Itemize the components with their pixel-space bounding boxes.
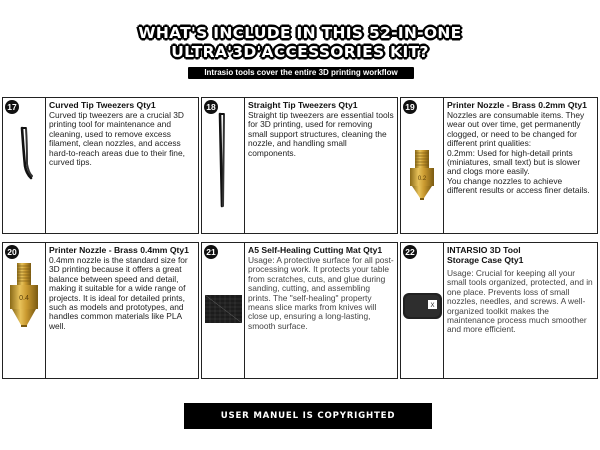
product-description: Straight tip tweezers are essential tools for 3D printing, used for removing small support structures, cleaning the nozzle, and handling small components. <box>248 110 394 158</box>
straight-tweezers-icon <box>202 98 244 233</box>
product-text <box>244 243 397 378</box>
product-title: INTARSIO 3D Tool <box>447 245 521 255</box>
nozzle-size-label: 0.2 <box>417 176 427 182</box>
product-subtitle: Storage Case Qty1 <box>447 255 524 265</box>
brass-nozzle-icon <box>3 243 45 378</box>
product-card-cutting-mat <box>201 242 398 379</box>
product-card-nozzle-0-2 <box>400 97 598 234</box>
tagline-banner: Intrasio tools cover the entire 3D printing workflow <box>188 67 414 79</box>
item-number-badge: 20 <box>5 245 19 259</box>
product-description: Nozzles are consumable items. They wear out over time, get permanently clogged, or need to be changed for different print qualities: 0.2mm: Used for high-detail prints (miniatures, small text) but is slower and clogs more easily. You change nozzles to achieve different results or access finer details. <box>447 110 590 196</box>
product-description: Usage: Crucial for keeping all your small tools organized, protected, and in one place. Prevents loss of small nozzles, needles, and screws. A well-organized toolkit makes the maintenance process much smoother and more efficient. <box>447 268 593 335</box>
product-text <box>443 243 597 378</box>
product-text <box>45 98 198 233</box>
product-image-box <box>401 98 444 233</box>
product-image-box <box>3 98 46 233</box>
product-description: Usage: A protective surface for all post-processing work. It protects your table from scratches, cuts, and glue during sanding, cutting, and assembling prints. The "self-healing" property means slice marks from knives will close up, ensuring a long-lasting, smooth surface. <box>248 255 394 331</box>
item-number-badge: 21 <box>204 245 218 259</box>
headline-line-1: WHAT'S INCLUDE IN THIS 52-IN-ONE <box>138 24 462 42</box>
brass-nozzle-icon <box>401 98 443 233</box>
headline-line-2: ULTRA'3D'ACCESSORIES KIT? <box>171 43 429 61</box>
item-number-badge: 17 <box>5 100 19 114</box>
product-card-straight-tweezers <box>201 97 398 234</box>
product-text <box>244 98 397 233</box>
product-description: Curved tip tweezers are a crucial 3D printing tool for maintenance and cleaning, used to remove excess filament, clean nozzles, and access hard-to-reach areas due to their fine, curved tips. <box>49 110 185 168</box>
product-description: 0.4mm nozzle is the standard size for 3D printing because it offers a great balance between speed and detail, making it suitable for a wide range of projects. It is ideal for detailed prints, such as models and prototypes, and handles common materials like PLA well. <box>49 255 188 331</box>
cutting-mat-icon <box>202 243 244 378</box>
product-card-curved-tweezers <box>2 97 199 234</box>
svg-text:X: X <box>430 303 435 309</box>
copyright-banner: USER MANUEL IS COPYRIGHTED <box>184 403 432 429</box>
item-number-badge: 22 <box>403 245 417 259</box>
product-image-box <box>401 243 444 378</box>
product-title: Printer Nozzle - Brass 0.4mm Qty1 <box>49 245 189 255</box>
nozzle-size-label: 0.4 <box>19 295 29 302</box>
item-number-badge: 18 <box>204 100 218 114</box>
product-card-nozzle-0-4 <box>2 242 199 379</box>
product-text <box>443 98 597 233</box>
storage-case-icon <box>401 243 443 378</box>
product-image-box <box>202 98 245 233</box>
headline <box>0 24 600 62</box>
product-title: Printer Nozzle - Brass 0.2mm Qty1 <box>447 100 587 110</box>
product-image-box <box>202 243 245 378</box>
product-title: Straight Tip Tweezers Qty1 <box>248 100 358 110</box>
product-text <box>45 243 198 378</box>
product-card-storage-case <box>400 242 598 379</box>
product-title: Curved Tip Tweezers Qty1 <box>49 100 156 110</box>
product-title: A5 Self-Healing Cutting Mat Qty1 <box>248 245 383 255</box>
curved-tweezers-icon <box>3 98 45 233</box>
product-image-box <box>3 243 46 378</box>
item-number-badge: 19 <box>403 100 417 114</box>
